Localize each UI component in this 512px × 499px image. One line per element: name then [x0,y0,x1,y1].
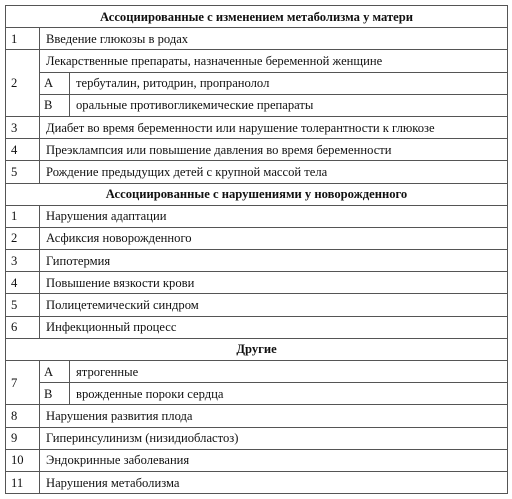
section-header-row [6,183,508,205]
risk-factors-table [5,5,508,494]
row-number: 3 [6,116,40,138]
table-row [6,50,508,72]
table-row [6,161,508,183]
table-row [6,250,508,272]
row-text: Эндокринные заболевания [40,449,508,471]
table-row [6,449,508,471]
section-title: Другие [6,338,508,360]
section-title: Ассоциированные с нарушениями у новорожденного [6,183,508,205]
row-number: 9 [6,427,40,449]
row-text: Нарушения адаптации [40,205,508,227]
row-number: 11 [6,471,40,493]
row-text: Лекарственные препараты, назначенные беременной женщине [40,50,508,72]
subrow-text: оральные противогликемические препараты [70,94,508,116]
table-row [6,139,508,161]
table-subrow [6,383,508,405]
row-text: Асфиксия новорожденного [40,227,508,249]
row-text: Нарушения развития плода [40,405,508,427]
subrow-letter: В [40,383,70,405]
subrow-letter: В [40,94,70,116]
row-text: Гипотермия [40,250,508,272]
row-number: 1 [6,28,40,50]
subrow-text: тербуталин, ритодрин, пропранолол [70,72,508,94]
section-header-row [6,6,508,28]
table-row [6,316,508,338]
table-subrow [6,72,508,94]
table-row [6,205,508,227]
row-text: Рождение предыдущих детей с крупной массой тела [40,161,508,183]
table-subrow [6,361,508,383]
row-number: 8 [6,405,40,427]
row-text: Гиперинсулинизм (низидиобластоз) [40,427,508,449]
row-number: 5 [6,294,40,316]
row-text: Диабет во время беременности или нарушение толерантности к глюкозе [40,116,508,138]
section-title: Ассоциированные с изменением метаболизма у матери [6,6,508,28]
table-row [6,272,508,294]
row-number: 10 [6,449,40,471]
table-row [6,28,508,50]
subrow-text: ятрогенные [70,361,508,383]
row-text: Инфекционный процесс [40,316,508,338]
subrow-letter: А [40,72,70,94]
row-text: Нарушения метаболизма [40,471,508,493]
row-number: 2 [6,50,40,117]
row-number: 6 [6,316,40,338]
row-number: 2 [6,227,40,249]
row-number: 5 [6,161,40,183]
subrow-text: врожденные пороки сердца [70,383,508,405]
subrow-letter: А [40,361,70,383]
row-text: Полицетемический синдром [40,294,508,316]
table-row [6,116,508,138]
row-text: Преэклампсия или повышение давления во время беременности [40,139,508,161]
table-row [6,294,508,316]
table-row [6,471,508,493]
table-row [6,227,508,249]
row-number: 4 [6,139,40,161]
row-number: 3 [6,250,40,272]
table-row [6,427,508,449]
row-number: 7 [6,361,40,405]
row-number: 1 [6,205,40,227]
row-text: Введение глюкозы в родах [40,28,508,50]
section-header-row [6,338,508,360]
row-number: 4 [6,272,40,294]
table-row [6,405,508,427]
table-subrow [6,94,508,116]
row-text: Повышение вязкости крови [40,272,508,294]
